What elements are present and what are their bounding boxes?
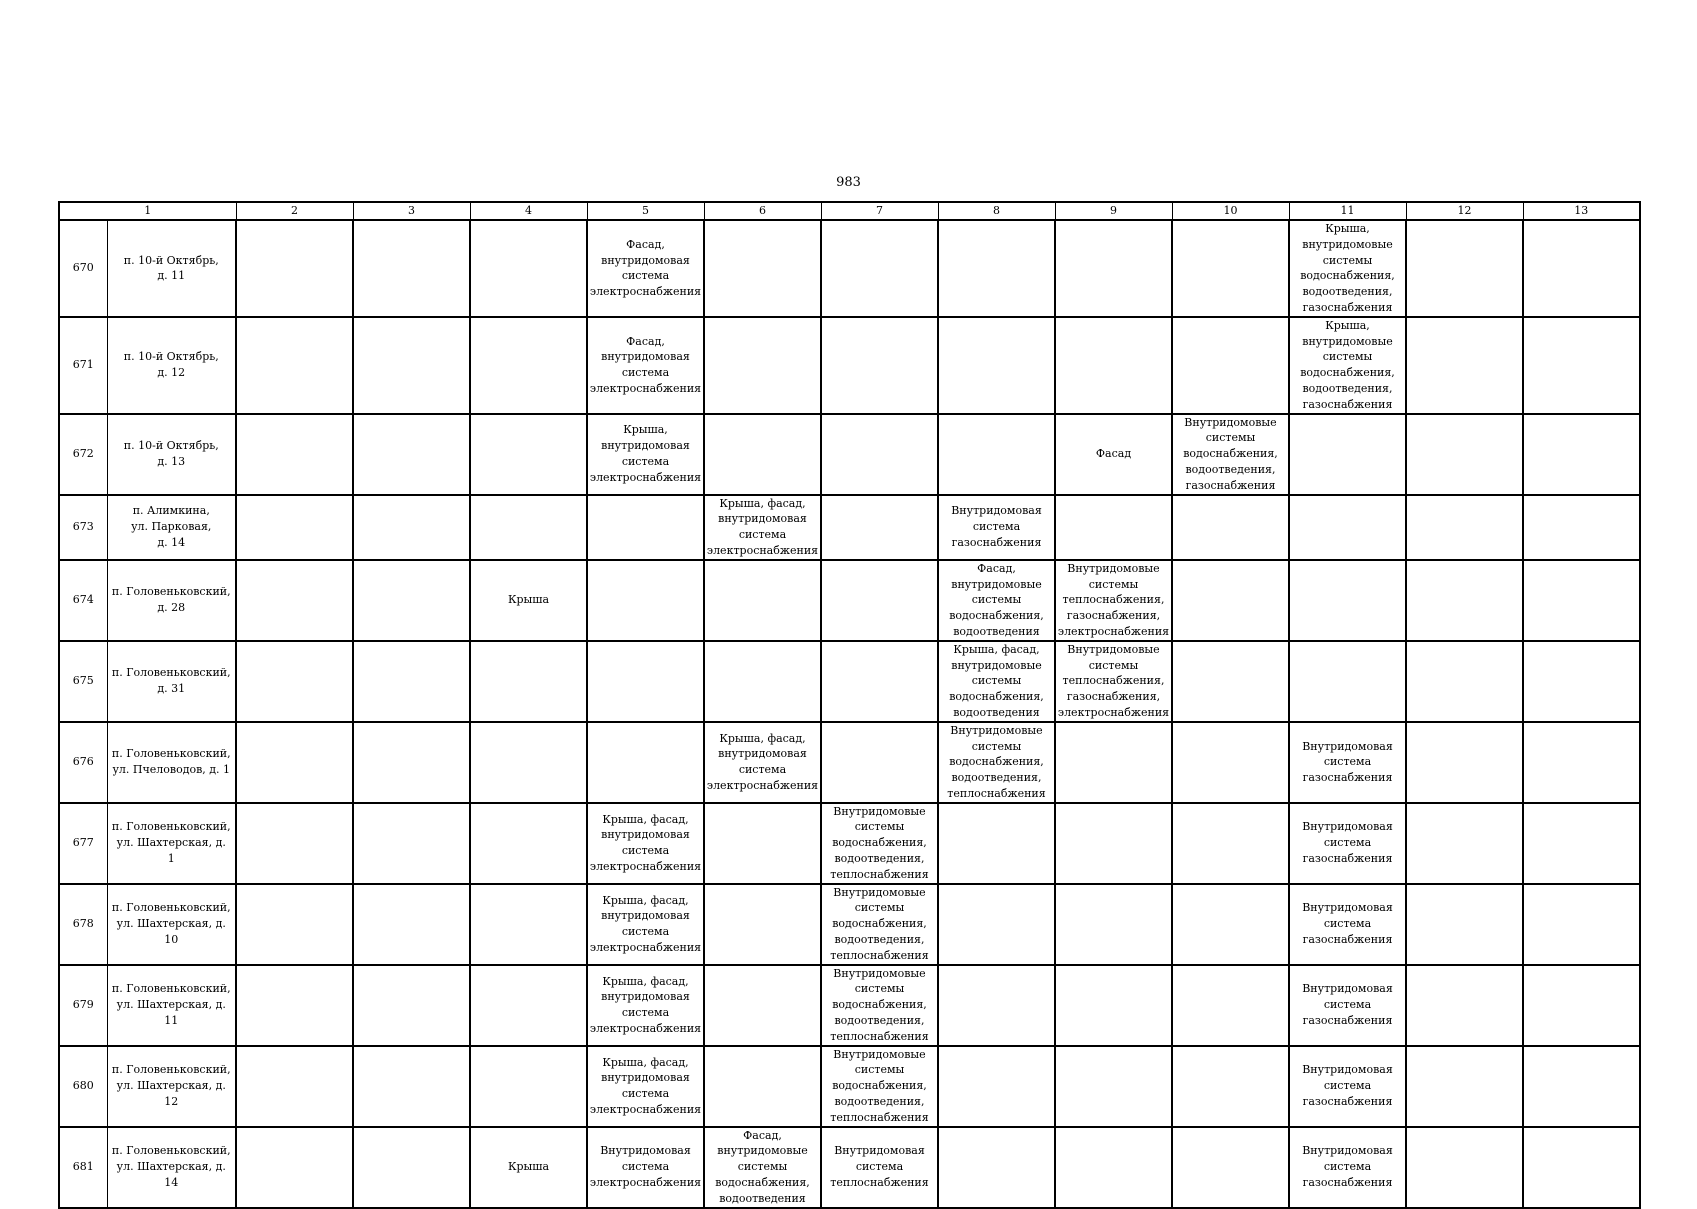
work-cell: Внутридомовая система газоснабжения xyxy=(1289,884,1406,965)
work-cell xyxy=(587,560,704,641)
work-cell xyxy=(353,414,470,495)
table-row xyxy=(59,414,1640,495)
work-cell xyxy=(1406,220,1523,317)
work-cell xyxy=(821,495,938,560)
table-row xyxy=(59,560,1640,641)
work-cell xyxy=(353,965,470,1046)
work-cell: Внутридомовые системы водоснабжения, водоотведения, теплоснабжения xyxy=(821,1046,938,1127)
work-cell xyxy=(353,1046,470,1127)
table-row xyxy=(59,965,1640,1046)
work-cell: Крыша, внутридомовая система электроснабжения xyxy=(587,414,704,495)
work-cell: Внутридомовая система теплоснабжения xyxy=(821,1127,938,1208)
work-cell xyxy=(1523,641,1640,722)
work-cell xyxy=(938,317,1055,414)
work-cell xyxy=(470,495,587,560)
work-cell xyxy=(236,1046,353,1127)
work-cell xyxy=(821,317,938,414)
work-cell xyxy=(1523,722,1640,803)
column-header: 12 xyxy=(1406,202,1523,220)
work-cell xyxy=(938,884,1055,965)
work-cell xyxy=(236,722,353,803)
work-cell xyxy=(704,414,821,495)
row-number: 672 xyxy=(59,414,107,495)
work-cell xyxy=(1172,317,1289,414)
work-cell xyxy=(1406,722,1523,803)
work-cell xyxy=(704,560,821,641)
work-cell xyxy=(353,641,470,722)
work-cell xyxy=(704,1046,821,1127)
address-cell: п. Алимкина, ул. Парковая, д. 14 xyxy=(107,495,236,560)
work-cell xyxy=(470,803,587,884)
work-cell xyxy=(938,965,1055,1046)
work-cell: Фасад, внутридомовая система электроснабжения xyxy=(587,317,704,414)
work-cell xyxy=(704,317,821,414)
work-cell xyxy=(704,965,821,1046)
work-cell xyxy=(236,884,353,965)
row-number: 670 xyxy=(59,220,107,317)
work-cell: Внутридомовые системы водоснабжения, водоотведения, теплоснабжения xyxy=(821,884,938,965)
work-cell xyxy=(1406,1046,1523,1127)
work-cell: Фасад, внутридомовая система электроснабжения xyxy=(587,220,704,317)
work-cell xyxy=(1406,495,1523,560)
work-cell xyxy=(353,220,470,317)
work-cell xyxy=(1172,884,1289,965)
work-cell xyxy=(1055,317,1172,414)
row-number: 678 xyxy=(59,884,107,965)
work-cell xyxy=(1523,1046,1640,1127)
work-cell xyxy=(470,414,587,495)
row-number: 679 xyxy=(59,965,107,1046)
work-cell: Внутридомовая система газоснабжения xyxy=(1289,722,1406,803)
row-number: 677 xyxy=(59,803,107,884)
column-header: 6 xyxy=(704,202,821,220)
page-number: 983 xyxy=(836,175,861,190)
work-cell xyxy=(1406,884,1523,965)
table-row xyxy=(59,722,1640,803)
work-cell: Внутридомовые системы водоснабжения, водоотведения, теплоснабжения xyxy=(938,722,1055,803)
table-row xyxy=(59,220,1640,317)
work-cell xyxy=(1523,965,1640,1046)
work-cell xyxy=(353,884,470,965)
address-cell: п. Головеньковский, ул. Шахтерская, д. 14 xyxy=(107,1127,236,1208)
work-cell xyxy=(470,884,587,965)
work-cell xyxy=(470,965,587,1046)
work-cell xyxy=(1055,803,1172,884)
work-cell: Крыша xyxy=(470,1127,587,1208)
column-header: 8 xyxy=(938,202,1055,220)
work-cell xyxy=(1406,803,1523,884)
work-cell xyxy=(470,641,587,722)
table-row xyxy=(59,495,1640,560)
work-cell xyxy=(821,722,938,803)
address-cell: п. Головеньковский, ул. Шахтерская, д. 1 xyxy=(107,803,236,884)
column-number-row xyxy=(59,202,1640,220)
work-cell: Крыша, фасад, внутридомовая система электроснабжения xyxy=(587,884,704,965)
work-cell xyxy=(1406,641,1523,722)
work-cell xyxy=(1172,803,1289,884)
work-cell xyxy=(236,495,353,560)
column-header: 1 xyxy=(59,202,236,220)
table-row xyxy=(59,641,1640,722)
work-cell: Крыша, внутридомовые системы водоснабжения, водоотведения, газоснабжения xyxy=(1289,317,1406,414)
address-cell: п. Головеньковский, д. 31 xyxy=(107,641,236,722)
work-cell: Внутридомовая система газоснабжения xyxy=(938,495,1055,560)
address-cell: п. Головеньковский, ул. Шахтерская, д. 11 xyxy=(107,965,236,1046)
work-cell: Внутридомовая система газоснабжения xyxy=(1289,1127,1406,1208)
work-cell xyxy=(1055,884,1172,965)
work-cell xyxy=(704,641,821,722)
work-cell: Крыша, фасад, внутридомовая система электроснабжения xyxy=(704,495,821,560)
work-cell: Внутридомовые системы водоснабжения, водоотведения, теплоснабжения xyxy=(821,803,938,884)
work-cell xyxy=(1055,1046,1172,1127)
work-cell xyxy=(236,220,353,317)
work-cell xyxy=(1172,560,1289,641)
work-cell xyxy=(1406,965,1523,1046)
column-header: 10 xyxy=(1172,202,1289,220)
column-header: 3 xyxy=(353,202,470,220)
work-cell xyxy=(1055,1127,1172,1208)
table-row xyxy=(59,1127,1640,1208)
work-cell: Фасад xyxy=(1055,414,1172,495)
work-cell xyxy=(236,1127,353,1208)
work-cell xyxy=(1523,1127,1640,1208)
work-cell xyxy=(353,495,470,560)
work-cell xyxy=(821,220,938,317)
address-cell: п. Головеньковский, ул. Пчеловодов, д. 1 xyxy=(107,722,236,803)
row-number: 673 xyxy=(59,495,107,560)
work-cell xyxy=(353,722,470,803)
work-cell: Внутридомовая система газоснабжения xyxy=(1289,803,1406,884)
work-cell xyxy=(1406,1127,1523,1208)
work-cell xyxy=(938,1046,1055,1127)
work-cell xyxy=(470,317,587,414)
work-cell xyxy=(1523,220,1640,317)
work-cell xyxy=(470,220,587,317)
work-cell: Фасад, внутридомовые системы водоснабжения, водоотведения xyxy=(938,560,1055,641)
table-row xyxy=(59,884,1640,965)
row-number: 671 xyxy=(59,317,107,414)
table-row xyxy=(59,803,1640,884)
column-header: 5 xyxy=(587,202,704,220)
work-cell: Внутридомовая система газоснабжения xyxy=(1289,1046,1406,1127)
work-cell: Крыша, фасад, внутридомовая система электроснабжения xyxy=(587,803,704,884)
work-cell xyxy=(704,803,821,884)
row-number: 680 xyxy=(59,1046,107,1127)
work-cell xyxy=(704,220,821,317)
work-cell: Крыша, фасад, внутридомовая система электроснабжения xyxy=(587,1046,704,1127)
work-cell xyxy=(1289,495,1406,560)
work-cell xyxy=(1172,220,1289,317)
work-cell xyxy=(1172,1127,1289,1208)
row-number: 675 xyxy=(59,641,107,722)
work-cell: Внутридомовые системы теплоснабжения, газоснабжения, электроснабжения xyxy=(1055,560,1172,641)
column-header: 9 xyxy=(1055,202,1172,220)
address-cell: п. 10-й Октябрь, д. 13 xyxy=(107,414,236,495)
work-cell: Внутридомовые системы водоснабжения, водоотведения, газоснабжения xyxy=(1172,414,1289,495)
work-cell xyxy=(236,560,353,641)
work-cell xyxy=(1172,1046,1289,1127)
work-cell: Крыша, фасад, внутридомовая система электроснабжения xyxy=(704,722,821,803)
column-header: 2 xyxy=(236,202,353,220)
work-cell xyxy=(1523,317,1640,414)
address-cell: п. 10-й Октябрь, д. 11 xyxy=(107,220,236,317)
column-header: 13 xyxy=(1523,202,1640,220)
work-cell xyxy=(938,1127,1055,1208)
address-cell: п. 10-й Октябрь, д. 12 xyxy=(107,317,236,414)
column-header: 11 xyxy=(1289,202,1406,220)
work-cell xyxy=(1406,414,1523,495)
work-cell xyxy=(236,641,353,722)
column-header: 4 xyxy=(470,202,587,220)
work-cell: Внутридомовая система газоснабжения xyxy=(1289,965,1406,1046)
work-cell xyxy=(587,641,704,722)
work-cell xyxy=(353,1127,470,1208)
work-cell xyxy=(938,414,1055,495)
work-cell xyxy=(470,722,587,803)
work-cell xyxy=(587,722,704,803)
table-row xyxy=(59,1046,1640,1127)
work-cell xyxy=(236,965,353,1046)
address-cell: п. Головеньковский, ул. Шахтерская, д. 12 xyxy=(107,1046,236,1127)
work-cell: Крыша, внутридомовые системы водоснабжения, водоотведения, газоснабжения xyxy=(1289,220,1406,317)
work-cell xyxy=(1055,722,1172,803)
work-cell xyxy=(236,414,353,495)
work-cell xyxy=(938,220,1055,317)
work-cell: Крыша xyxy=(470,560,587,641)
work-cell xyxy=(938,803,1055,884)
work-cell: Внутридомовые системы водоснабжения, водоотведения, теплоснабжения xyxy=(821,965,938,1046)
work-cell xyxy=(1523,495,1640,560)
address-cell: п. Головеньковский, д. 28 xyxy=(107,560,236,641)
work-cell xyxy=(1055,495,1172,560)
work-cell xyxy=(821,641,938,722)
work-cell xyxy=(704,884,821,965)
work-cell xyxy=(1055,965,1172,1046)
work-cell xyxy=(1523,560,1640,641)
work-cell xyxy=(587,495,704,560)
row-number: 676 xyxy=(59,722,107,803)
work-cell: Внутридомовая система электроснабжения xyxy=(587,1127,704,1208)
work-cell xyxy=(1523,414,1640,495)
work-cell: Крыша, фасад, внутридомовая система электроснабжения xyxy=(587,965,704,1046)
work-cell xyxy=(1172,641,1289,722)
repair-schedule-table xyxy=(58,201,1641,1209)
work-cell xyxy=(1406,317,1523,414)
work-cell xyxy=(1289,641,1406,722)
work-cell xyxy=(1289,560,1406,641)
work-cell xyxy=(470,1046,587,1127)
work-cell xyxy=(236,803,353,884)
work-cell xyxy=(353,803,470,884)
work-cell xyxy=(353,317,470,414)
work-cell xyxy=(821,414,938,495)
address-cell: п. Головеньковский, ул. Шахтерская, д. 10 xyxy=(107,884,236,965)
row-number: 681 xyxy=(59,1127,107,1208)
row-number: 674 xyxy=(59,560,107,641)
column-header: 7 xyxy=(821,202,938,220)
work-cell xyxy=(1172,965,1289,1046)
work-cell: Фасад, внутридомовые системы водоснабжения, водоотведения xyxy=(704,1127,821,1208)
work-cell: Крыша, фасад, внутридомовые системы водоснабжения, водоотведения xyxy=(938,641,1055,722)
table-row xyxy=(59,317,1640,414)
work-cell xyxy=(1172,722,1289,803)
work-cell xyxy=(1406,560,1523,641)
work-cell xyxy=(236,317,353,414)
work-cell xyxy=(1172,495,1289,560)
work-cell xyxy=(1523,884,1640,965)
work-cell: Внутридомовые системы теплоснабжения, газоснабжения, электроснабжения xyxy=(1055,641,1172,722)
work-cell xyxy=(1289,414,1406,495)
work-cell xyxy=(821,560,938,641)
work-cell xyxy=(353,560,470,641)
work-cell xyxy=(1523,803,1640,884)
work-cell xyxy=(1055,220,1172,317)
